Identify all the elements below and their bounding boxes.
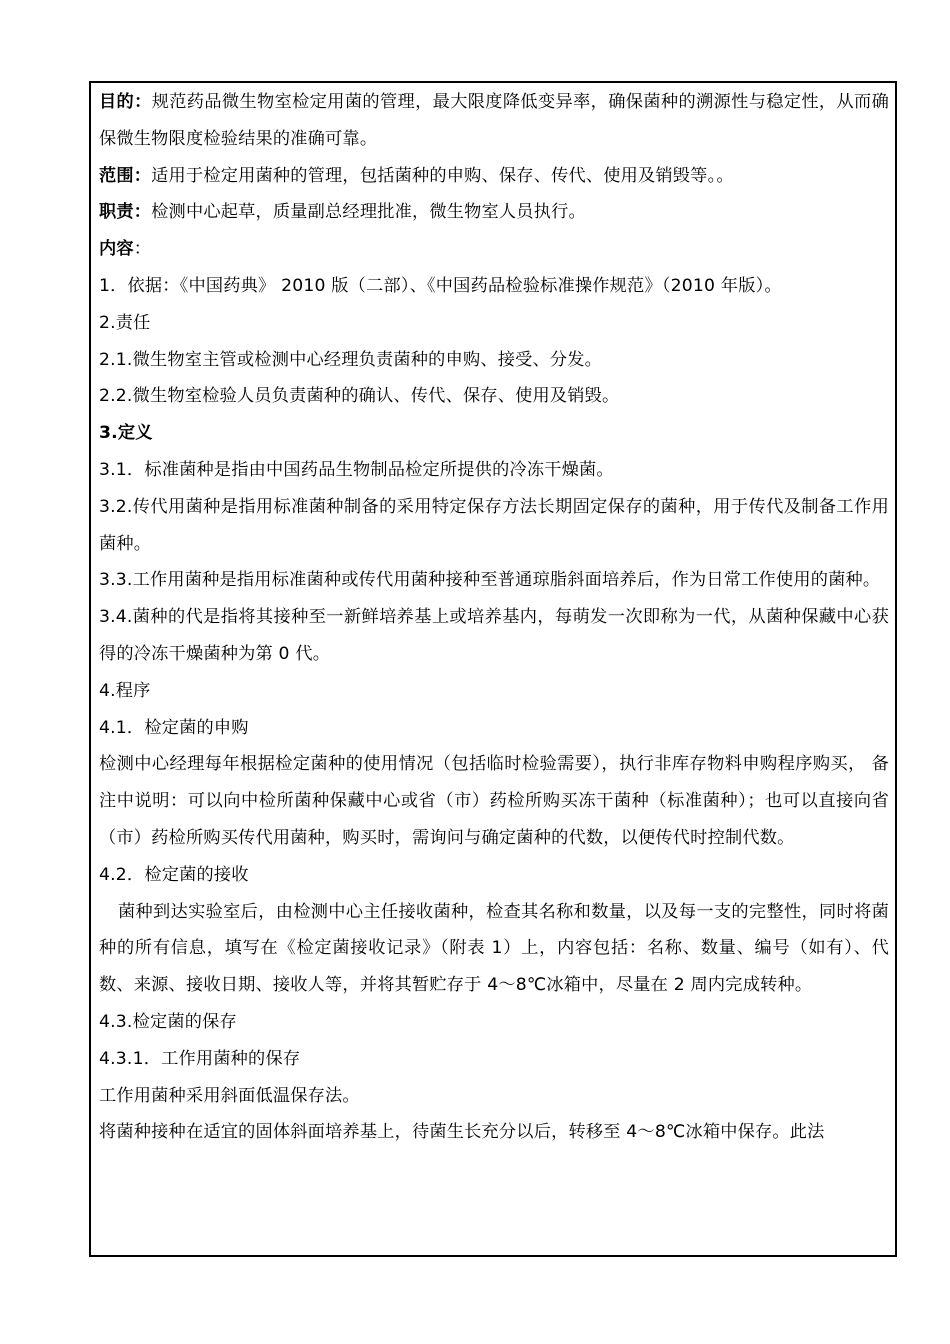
- content-label: 内容: [99, 239, 134, 260]
- procedure-4-3-heading: 4.3.检定菌的保存: [99, 1011, 237, 1032]
- definition-3-4: 3.4.菌种的代是指将其接种至一新鲜培养基上或培养基内，每萌发一次即称为一代，从菌种保藏中心获得的冷冻干燥菌种为第 0 代。: [99, 607, 889, 664]
- procedure-4-2-text: 菌种到达实验室后，由检测中心主任接收菌种，检查其名称和数量，以及每一支的完整性，同时将菌种的所有信息，填写在《检定菌接收记录》（附表 1）上，内容包括：名称、数量、编号（如有）、代数、来源、接收日期、接收人等，并将其暂贮存于 4～8℃冰箱中，尽量在 2 周内完成转种。: [99, 901, 889, 996]
- duty-text: 检测中心起草，质量副总经理批准，微生物室人员执行。: [151, 202, 586, 223]
- document-body: [99, 84, 889, 1151]
- scope-paragraph: [99, 158, 889, 195]
- procedure-4-3-1-text-b: 将菌种接种在适宜的固体斜面培养基上，待菌生长充分以后，转移至 4～8℃冰箱中保存。此法: [99, 1122, 825, 1143]
- purpose-label: 目的：: [99, 92, 152, 112]
- definition-3-1: 3.1．标准菌种是指由中国药品生物制品检定所提供的冷冻干燥菌。: [99, 459, 614, 480]
- procedure-4-3-1-text-a: 工作用菌种采用斜面低温保存法。: [99, 1085, 360, 1106]
- definition-3-3: 3.3.工作用菌种是指用标准菌种或传代用菌种接种至普通琼脂斜面培养后，作为日常工作使用的菌种。: [99, 570, 881, 591]
- content-colon: ：: [133, 239, 152, 260]
- content-heading: [99, 231, 889, 268]
- section-procedure: 4.程序: [99, 680, 151, 701]
- procedure-4-2-heading: 4.2．检定菌的接收: [99, 864, 249, 885]
- responsibility-2-2: 2.2.微生物室检验人员负责菌种的确认、传代、保存、使用及销毁。: [99, 386, 620, 407]
- purpose-text: 规范药品微生物室检定用菌的管理，最大限度降低变异率，确保菌种的溯源性与稳定性，从而确保微生物限度检验结果的准确可靠。: [99, 92, 889, 149]
- duty-label: 职责：: [99, 202, 152, 223]
- procedure-4-1-heading: 4.1．检定菌的申购: [99, 717, 249, 738]
- scope-text: 适用于检定用菌种的管理，包括菌种的申购、保存、传代、使用及销毁等。。: [151, 165, 734, 186]
- section-responsibility: 2.责任: [99, 312, 151, 333]
- procedure-4-1-text: 检测中心经理每年根据检定菌种的使用情况（包括临时检验需要），执行非库存物料申购程序购买， 备注中说明：可以向中检所菌种保藏中心或省（市）药检所购买冻干菌种（标准菌种）；也可以直接向省（市）药检所购买传代用菌种，购买时，需询问与确定菌种的代数，以便传代时控制代数。: [99, 754, 889, 848]
- duty-paragraph: [99, 194, 889, 231]
- purpose-paragraph: [99, 84, 889, 158]
- section-definition: 3.定义: [99, 423, 153, 444]
- basis-paragraph: 1．依据：《中国药典》 2010 版（二部）、《中国药品检验标准操作规范》（2010 年版）。: [99, 275, 782, 296]
- procedure-4-3-1-heading: 4.3.1．工作用菌种的保存: [99, 1048, 301, 1069]
- scope-label: 范围：: [99, 165, 152, 186]
- responsibility-2-1: 2.1.微生物室主管或检测中心经理负责菌种的申购、接受、分发。: [99, 349, 603, 370]
- definition-3-2: 3.2.传代用菌种是指用标准菌种制备的采用特定保存方法长期固定保存的菌种，用于传代及制备工作用菌种。: [99, 496, 889, 554]
